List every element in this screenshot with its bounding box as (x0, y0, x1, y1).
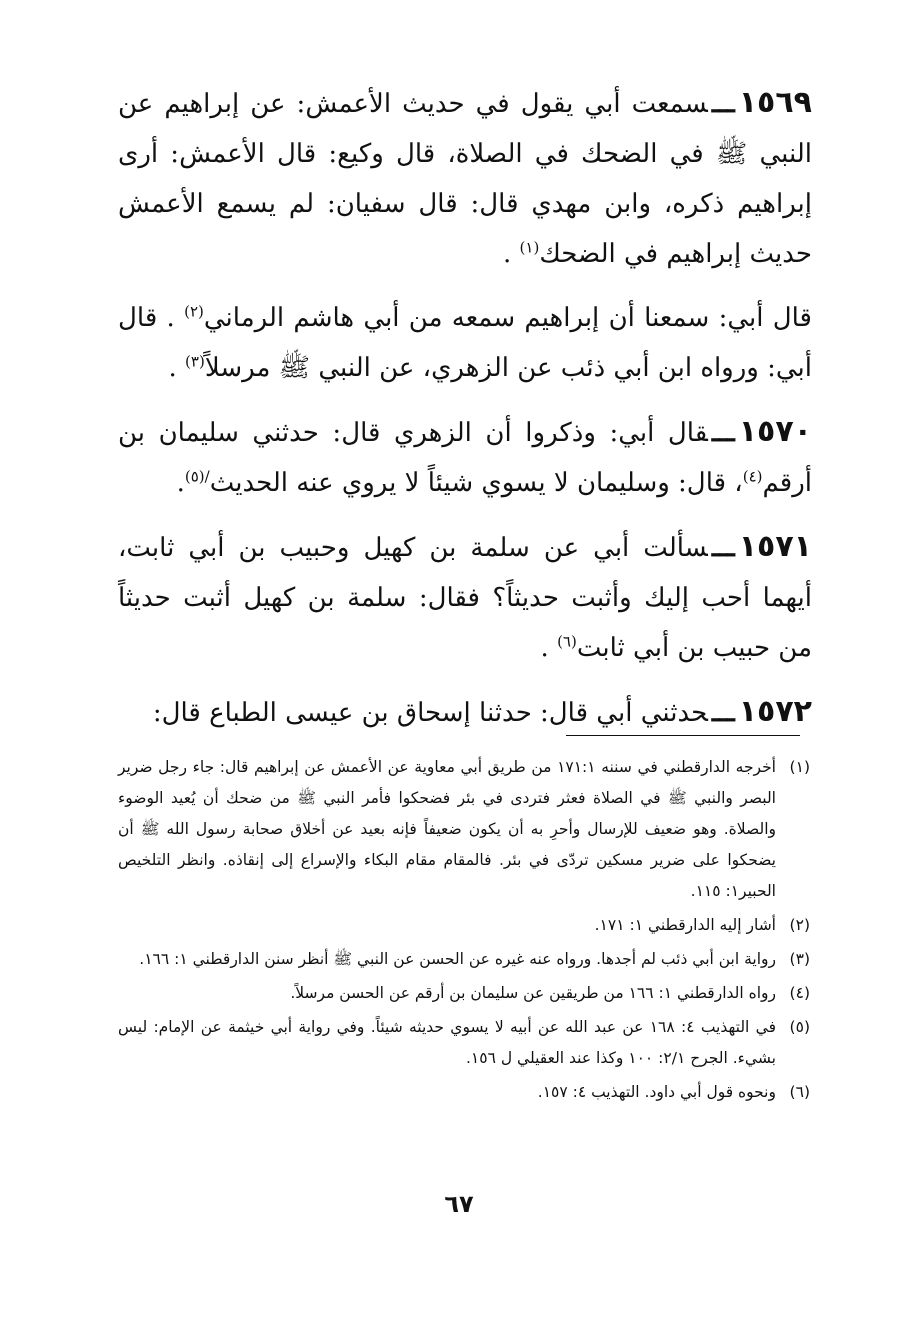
entry-text: . قال أبي: ورواه ابن أبي ذئب عن الزهري، عن النبي ﷺ مرسلاً (118, 303, 812, 383)
footnote-text: رواية ابن أبي ذئب لم أجدها. ورواه عنه غيره عن الحسن عن النبي ﷺ أنظر سنن الدارقطني ١: ١٦٦. (139, 950, 776, 968)
entry-text: قال أبي: سمعنا أن إبراهيم سمعه من أبي هاشم الرماني (203, 303, 812, 333)
footnote-ref: (٤) (742, 467, 763, 486)
entry-dash: ـــ (711, 533, 735, 563)
footnotes (118, 752, 810, 1111)
entry-number: ١٥٧٠ (738, 414, 812, 449)
entry-text: ، قال: وسليمان لا يسوي شيئاً لا يروي عنه الحديث (209, 468, 743, 498)
entry-dash: ـــ (711, 698, 735, 728)
footnote-number: (٦) (789, 1083, 810, 1101)
entry-end: . (540, 633, 558, 663)
entry-dash: ـــ (711, 418, 735, 448)
footnote-text: في التهذيب ٤: ١٦٨ عن عبد الله عن أبيه لا يسوي حديثه شيئاً. وفي رواية أبي خيثمة عن الإمام: ليس بشيء. الجرح ٢/١: ١٠٠ وكذا عند العقيلي ل ١٥٦. (118, 1018, 776, 1067)
footnote-6 (118, 1077, 810, 1108)
entry-end: . (168, 353, 186, 383)
footnote-number: (٥) (789, 1018, 810, 1036)
footnote-text: أشار إليه الدارقطني ١: ١٧١. (594, 916, 776, 934)
entry-1570 (118, 407, 812, 508)
entry-end: . (176, 468, 185, 498)
footnote-text: ونحوه قول أبي داود. التهذيب ٤: ١٥٧. (537, 1083, 776, 1101)
entry-number: ١٥٦٩ (738, 85, 812, 120)
footnote-text: رواه الدارقطني ١: ١٦٦ من طريقين عن سليمان بن أرقم عن الحسن مرسلاً. (290, 984, 776, 1002)
footnote-ref: (٢) (184, 302, 204, 321)
main-text (118, 78, 812, 752)
footnote-1 (118, 752, 810, 907)
entry-1571 (118, 522, 812, 673)
footnote-ref: (٦) (557, 632, 577, 651)
entry-text: حدثني أبي قال: حدثنا إسحاق بن عيسى الطباع قال: (152, 698, 708, 728)
footnote-ref: (٣) (185, 352, 205, 371)
footnote-number: (١) (789, 758, 810, 776)
footnote-3 (118, 944, 810, 975)
footnote-ref: (١) (519, 238, 540, 257)
entry-end: . (503, 239, 520, 269)
entry-text: سألت أبي عن سلمة بن كهيل وحبيب بن أبي ثابت، أيهما أحب إليك وأثبت حديثاً؟ فقال: سلمة بن كهيل أثبت حديثاً من حبيب بن أبي ثابت (118, 533, 812, 663)
page-number: ٦٧ (444, 1190, 474, 1218)
footnote-divider (566, 735, 800, 736)
entry-continuation (118, 293, 812, 393)
entry-text: قال أبي: وذكروا أن الزهري قال: حدثني سليمان بن أرقم (118, 418, 812, 498)
entry-number: ١٥٧١ (738, 529, 812, 564)
footnote-number: (٣) (789, 950, 810, 968)
footnote-number: (٤) (789, 984, 810, 1002)
footnote-ref: /(٥) (184, 467, 210, 486)
entry-1569 (118, 78, 812, 279)
entry-dash: ـــ (711, 89, 735, 119)
footnote-4 (118, 978, 810, 1009)
footnote-2 (118, 910, 810, 941)
entry-1572 (118, 687, 812, 738)
footnote-5 (118, 1012, 810, 1074)
entry-text: سمعت أبي يقول في حديث الأعمش: عن إبراهيم عن النبي ﷺ في الضحك في الصلاة، قال وكيع: قال الأعمش: أرى إبراهيم ذكره، وابن مهدي قال: قال سفيان: لم يسمع الأعمش حديث إبراهيم في الضحك (118, 89, 812, 269)
entry-number: ١٥٧٢ (738, 694, 812, 729)
footnote-text: أخرجه الدارقطني في سننه ١٧١:١ من طريق أبي معاوية عن الأعمش عن إبراهيم قال: جاء رجل ضرير البصر والنبي ﷺ في الصلاة فعثر فتردى في بئر فضحكوا فأمر النبي ﷺ من ضحك أن يُعيد الوضوء والصلاة. وهو ضعيف للإرسال وأحرِ به أن يكون ضعيفاً فإنه بعيد عن أخلاق صحابة رسول الله ﷺ أن يضحكوا على ضرير مسكين تردّى في بئر. فالمقام مقام البكاء والإسراع إلى إنقاذه. وانظر التلخيص الحبير١: ١١٥. (118, 758, 776, 900)
footnote-number: (٢) (789, 916, 810, 934)
